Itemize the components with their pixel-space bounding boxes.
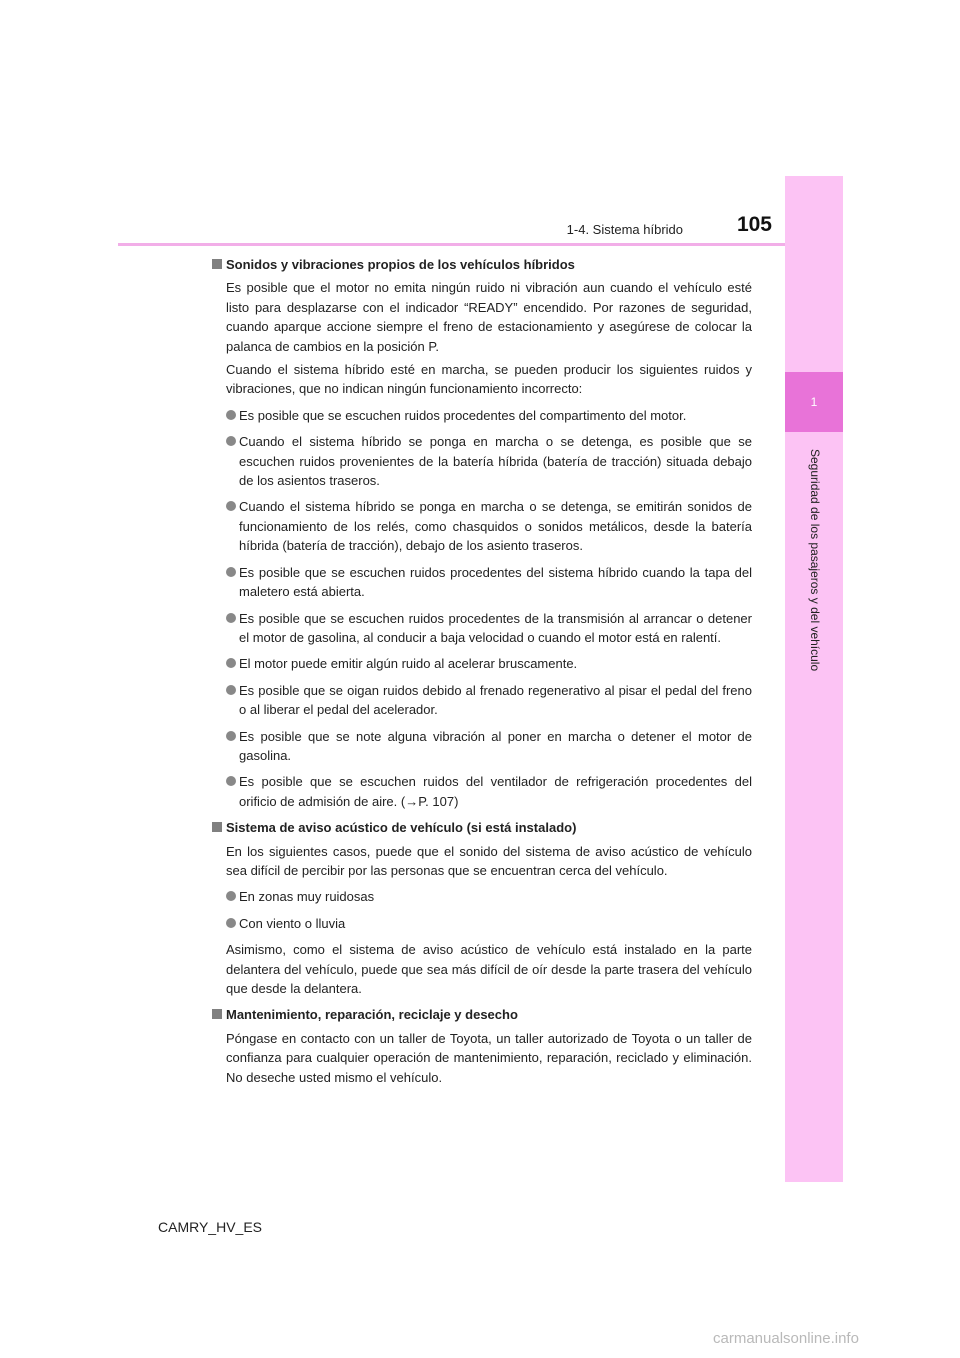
- list-item: [212, 609, 752, 648]
- list-item-text: En zonas muy ruidosas: [239, 889, 375, 905]
- list-item-text: Cuando el sistema híbrido se ponga en marcha o se detenga, se emitirán sonidos de funcionamiento de los relés, como chasquidos o sonidos metálicos, desde la batería híbrida (batería de tracción), debajo de los asiento traseros.: [239, 499, 752, 554]
- list-item: [212, 654, 752, 673]
- list-item-text: Es posible que se escuchen ruidos procedentes del compartimento del motor.: [239, 407, 687, 423]
- section-heading-text: Sistema de aviso acústico de vehículo (si está instalado): [226, 820, 577, 836]
- circle-bullet-icon: [226, 410, 236, 420]
- section-heading-text: Sonidos y vibraciones propios de los vehículos híbridos: [226, 257, 575, 272]
- circle-bullet-icon: [226, 436, 236, 446]
- circle-bullet-icon: [226, 658, 236, 668]
- list-item: [212, 727, 752, 766]
- section-heading-text: Mantenimiento, reparación, reciclaje y desecho: [226, 1007, 518, 1023]
- header-divider: [118, 243, 785, 246]
- document-code: CAMRY_HV_ES: [158, 1219, 263, 1235]
- section-title: 1-4. Sistema híbrido: [566, 222, 683, 237]
- circle-bullet-icon: [226, 731, 236, 741]
- section-heading: [212, 1005, 752, 1024]
- list-item-text: Cuando el sistema híbrido se ponga en marcha o se detenga, es posible que se escuchen ruidos provenientes de la batería híbrida (batería de tracción) situada debajo de los asientos traseros.: [239, 434, 752, 489]
- list-item-text: El motor puede emitir algún ruido al acelerar bruscamente.: [239, 656, 578, 672]
- square-bullet-icon: [212, 1009, 222, 1019]
- square-bullet-icon: [212, 259, 222, 269]
- paragraph: En los siguientes casos, puede que el sonido del sistema de aviso acústico de vehículo sea difícil de percibir por las personas que se encuentran cerca del vehículo.: [226, 843, 752, 878]
- list-item: [212, 772, 752, 811]
- list-item-text: Es posible que se escuchen ruidos procedentes del sistema híbrido cuando la tapa del maletero está abierta.: [239, 564, 752, 600]
- circle-bullet-icon: [226, 918, 236, 928]
- chapter-side-title: Seguridad de los pasajeros y del vehículo: [808, 448, 822, 672]
- paragraph: Póngase en contacto con un taller de Toyota, un taller autorizado de Toyota o un taller de confianza para cualquier operación de mantenimiento, reparación, reciclado y eliminación. No deseche usted mismo el vehículo.: [226, 1030, 752, 1085]
- paragraph: Asimismo, como el sistema de aviso acústico de vehículo está instalado en la parte delantera del vehículo, puede que sea más difícil de oír desde la parte trasera del vehículo que desde la delantera.: [226, 942, 752, 996]
- list-item: [212, 914, 752, 933]
- list-item: [212, 406, 752, 425]
- page-content: [212, 255, 752, 1091]
- section-heading: [212, 818, 752, 837]
- circle-bullet-icon: [226, 685, 236, 695]
- circle-bullet-icon: [226, 613, 236, 623]
- watermark: carmanualsonline.info: [713, 1330, 859, 1347]
- paragraph: Cuando el sistema híbrido esté en marcha, se pueden producir los siguientes ruidos y vibraciones, que no indican ningún funcionamiento incorrecto:: [226, 362, 752, 397]
- circle-bullet-icon: [226, 776, 236, 786]
- list-item: [212, 681, 752, 720]
- chapter-number: 1: [810, 395, 818, 409]
- list-item: [212, 887, 752, 906]
- list-item: [212, 497, 752, 555]
- list-item-text: Es posible que se escuchen ruidos procedentes de la transmisión al arrancar o detener el motor de gasolina, al conducir a baja velocidad o cuando el motor está en ralentí.: [239, 610, 752, 645]
- list-item-text: Es posible que se escuchen ruidos del ventilador de refrigeración procedentes del orificio de admisión de aire. (→P. 107): [239, 774, 752, 809]
- list-item: [212, 563, 752, 602]
- list-item-text: Es posible que se note alguna vibración al poner en marcha o detener el motor de gasolina.: [239, 728, 752, 763]
- circle-bullet-icon: [226, 501, 236, 511]
- paragraph: Es posible que el motor no emita ningún ruido ni vibración aun cuando el vehículo esté listo para desplazarse con el indicador “READY” encendido. Por razones de seguridad, cuando aparque accione siempre el freno de estacionamiento y asegúrese de colocar la palanca de cambios en la posición P.: [226, 280, 752, 354]
- square-bullet-icon: [212, 822, 222, 832]
- list-item-text: Es posible que se oigan ruidos debido al frenado regenerativo al pisar el pedal del freno o al liberar el pedal del acelerador.: [239, 682, 752, 718]
- circle-bullet-icon: [226, 567, 236, 577]
- page-number: 105: [736, 213, 772, 236]
- list-item-text: Con viento o lluvia: [239, 915, 346, 931]
- list-item: [212, 432, 752, 490]
- circle-bullet-icon: [226, 891, 236, 901]
- section-heading: [212, 255, 752, 274]
